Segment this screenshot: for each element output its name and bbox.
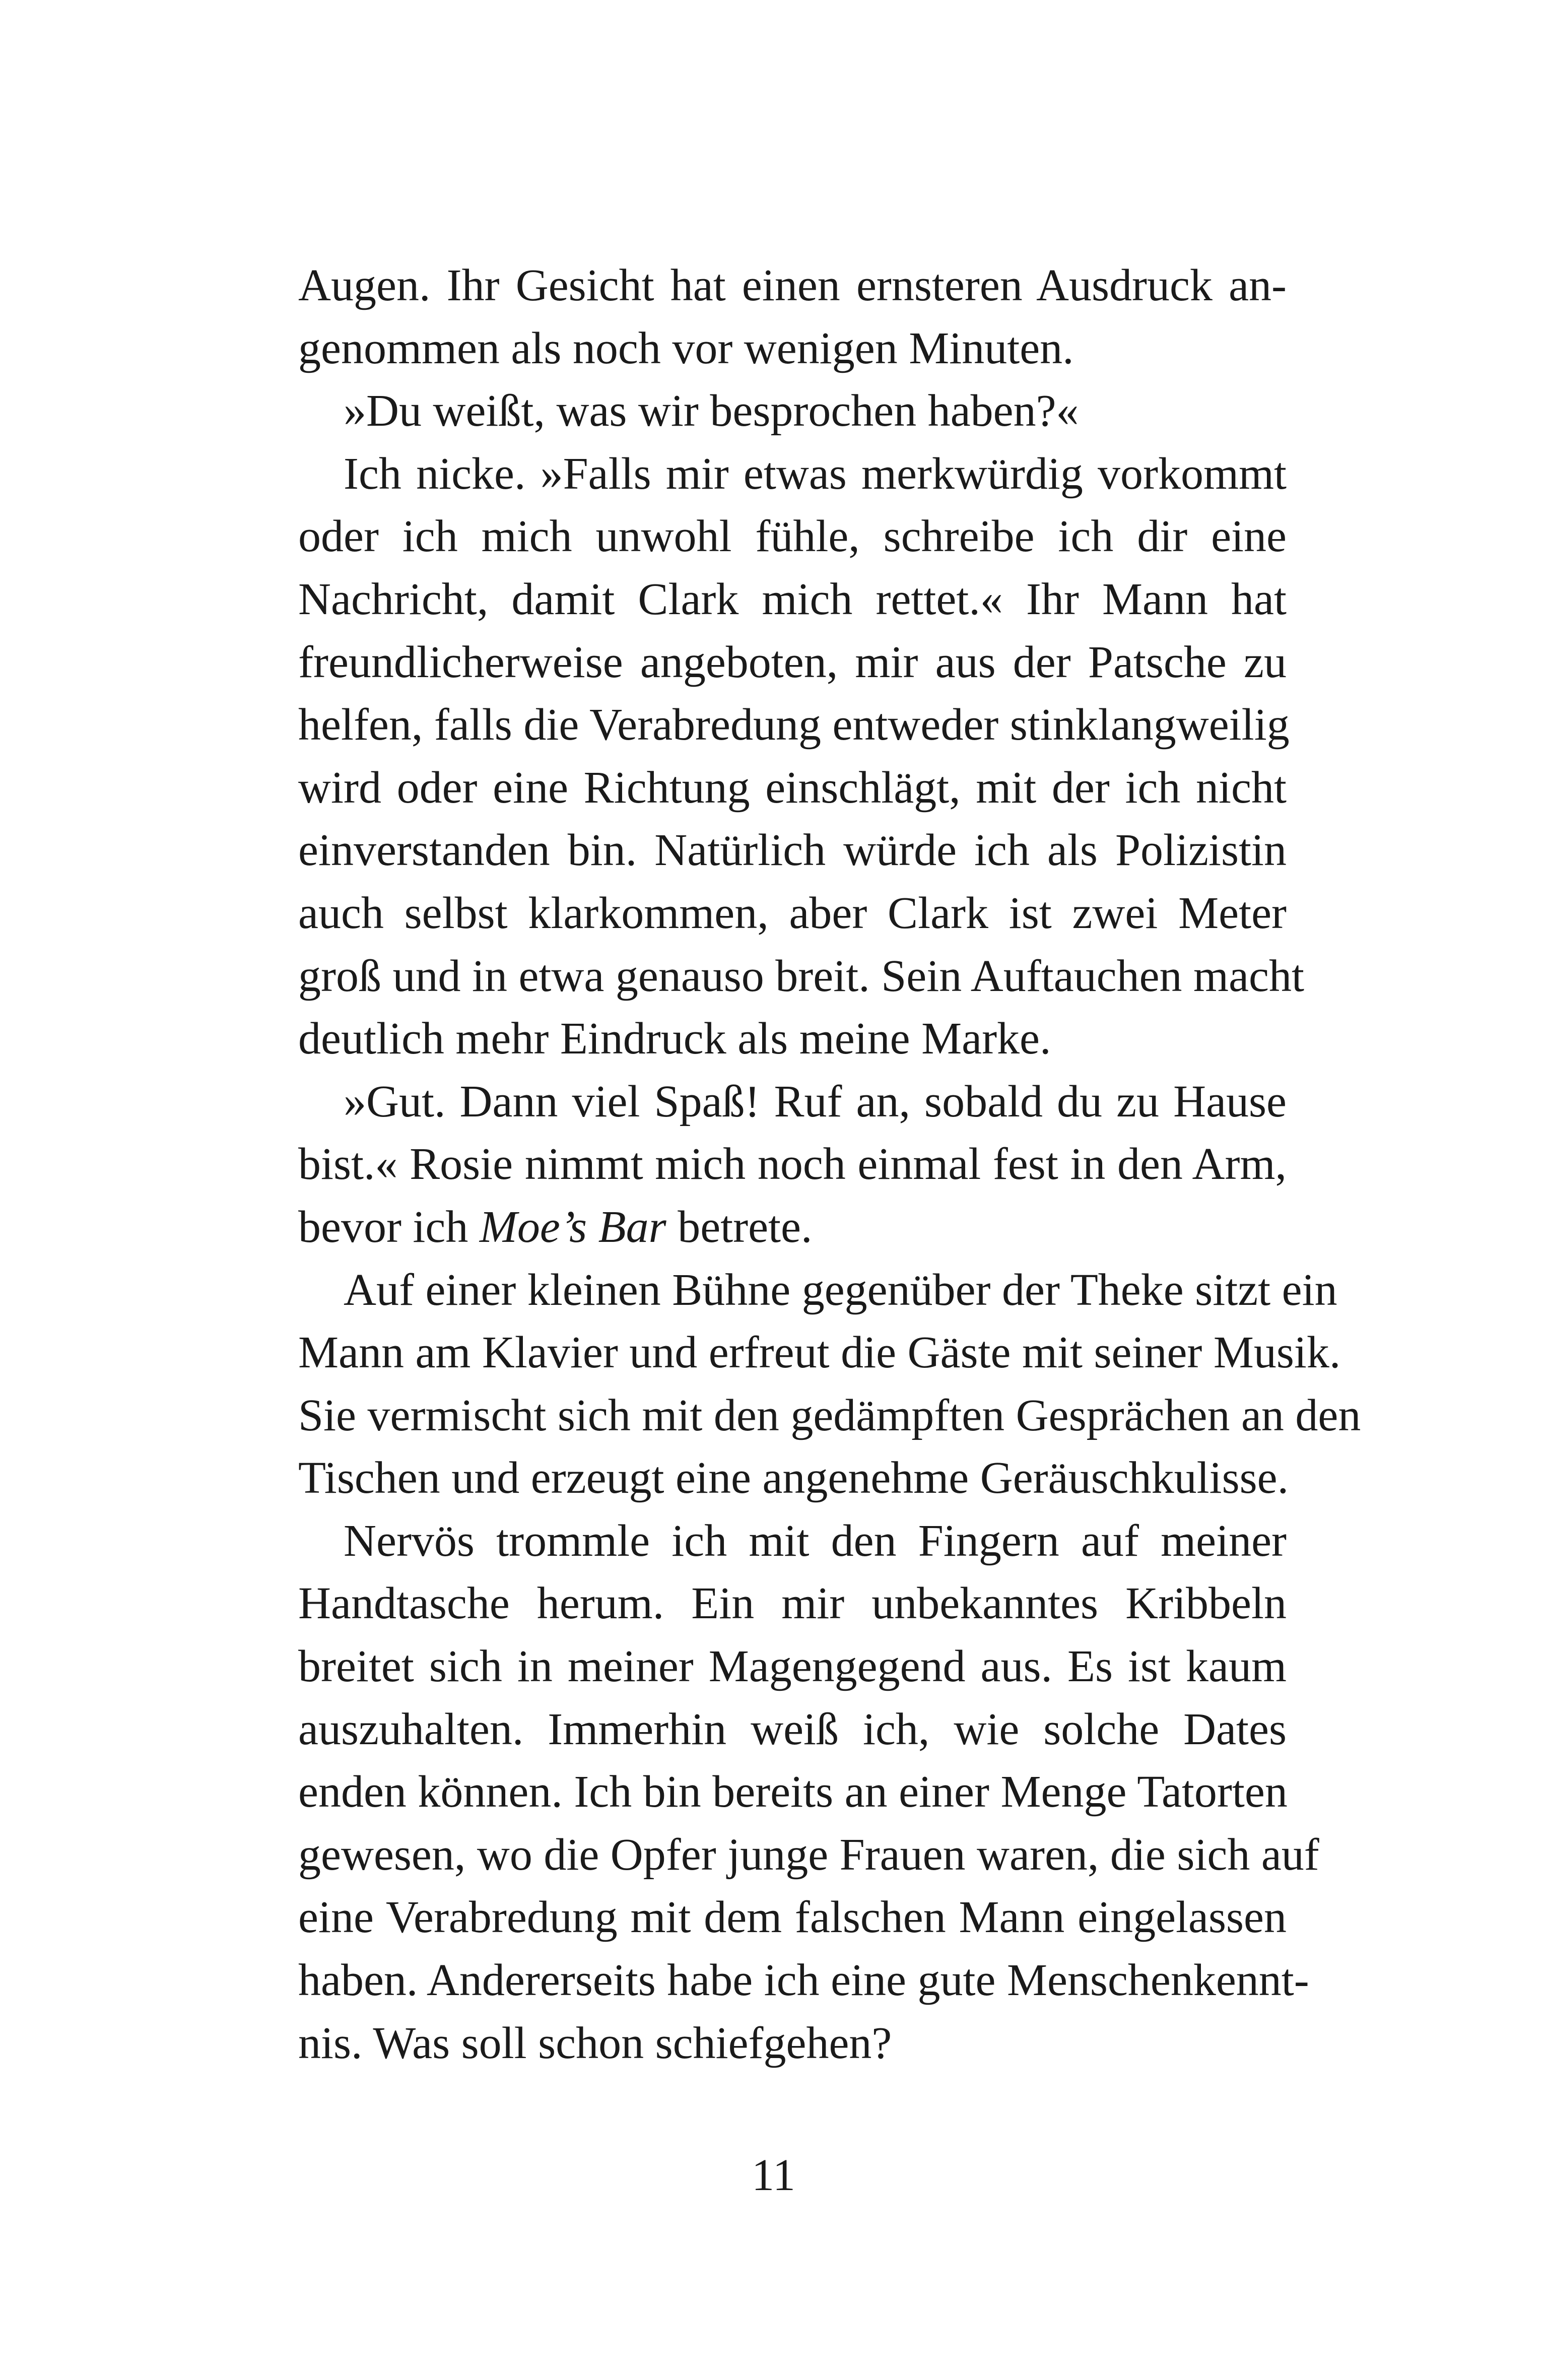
text-line: Augen. Ihr Gesicht hat einen ernsteren Ausdruck an-	[298, 260, 1287, 310]
text-line	[298, 1196, 1287, 1259]
text-line: nis. Was soll schon schiefgehen?	[298, 2018, 892, 2068]
text-line: breitet sich in meiner Magengegend aus. Es ist kaum	[298, 1641, 1287, 1692]
text-line: genommen als noch vor wenigen Minuten.	[298, 323, 1074, 373]
text-line: Ich nicke. »Falls mir etwas merkwürdig vorkommt	[344, 448, 1287, 499]
text-line: eine Verabredung mit dem falschen Mann eingelassen	[298, 1892, 1287, 1943]
text-line: Nachricht, damit Clark mich rettet.« Ihr Mann hat	[298, 574, 1287, 624]
text-line: wird oder eine Richtung einschlägt, mit der ich nicht	[298, 762, 1287, 813]
text-line: Handtasche herum. Ein mir unbekanntes Kribbeln	[298, 1578, 1287, 1629]
text-line: haben. Andererseits habe ich eine gute Menschenkennt-	[298, 1955, 1309, 2006]
page-number: 11	[752, 2150, 795, 2200]
text-line: helfen, falls die Verabredung entweder stinklangweilig	[298, 700, 1290, 750]
text-line: deutlich mehr Eindruck als meine Marke.	[298, 1014, 1051, 1064]
text-line: Tischen und erzeugt eine angenehme Geräuschkulisse.	[298, 1453, 1289, 1503]
text-line: auch selbst klarkommen, aber Clark ist zwei Meter	[298, 888, 1287, 938]
text-line: auszuhalten. Immerhin weiß ich, wie solche Dates	[298, 1704, 1287, 1754]
text-line: gewesen, wo die Opfer junge Frauen waren, die sich auf	[298, 1829, 1319, 1880]
text-fragment: betrete.	[666, 1202, 813, 1252]
text-line: »Gut. Dann viel Spaß! Ruf an, sobald du zu Hause	[344, 1076, 1287, 1127]
italic-title: Moe’s Bar	[479, 1202, 666, 1252]
text-line: Mann am Klavier und erfreut die Gäste mit seiner Musik.	[298, 1328, 1341, 1378]
text-line: oder ich mich unwohl fühle, schreibe ich dir eine	[298, 511, 1287, 562]
text-line: freundlicherweise angeboten, mir aus der Patsche zu	[298, 637, 1287, 687]
text-fragment: bevor ich	[298, 1202, 480, 1252]
text-line: Sie vermischt sich mit den gedämpften Gesprächen an den	[298, 1390, 1361, 1440]
body-text	[298, 254, 1361, 2075]
text-line: Auf einer kleinen Bühne gegenüber der Theke sitzt ein	[344, 1265, 1337, 1315]
text-line: Nervös trommle ich mit den Fingern auf meiner	[344, 1515, 1287, 1566]
text-line: groß und in etwa genauso breit. Sein Auftauchen macht	[298, 951, 1304, 1001]
text-line: einverstanden bin. Natürlich würde ich als Polizistin	[298, 825, 1287, 876]
text-line: »Du weißt, was wir besprochen haben?«	[344, 386, 1079, 436]
text-line: enden können. Ich bin bereits an einer Menge Tatorten	[298, 1767, 1288, 1817]
text-line: bist.« Rosie nimmt mich noch einmal fest in den Arm,	[298, 1139, 1287, 1189]
